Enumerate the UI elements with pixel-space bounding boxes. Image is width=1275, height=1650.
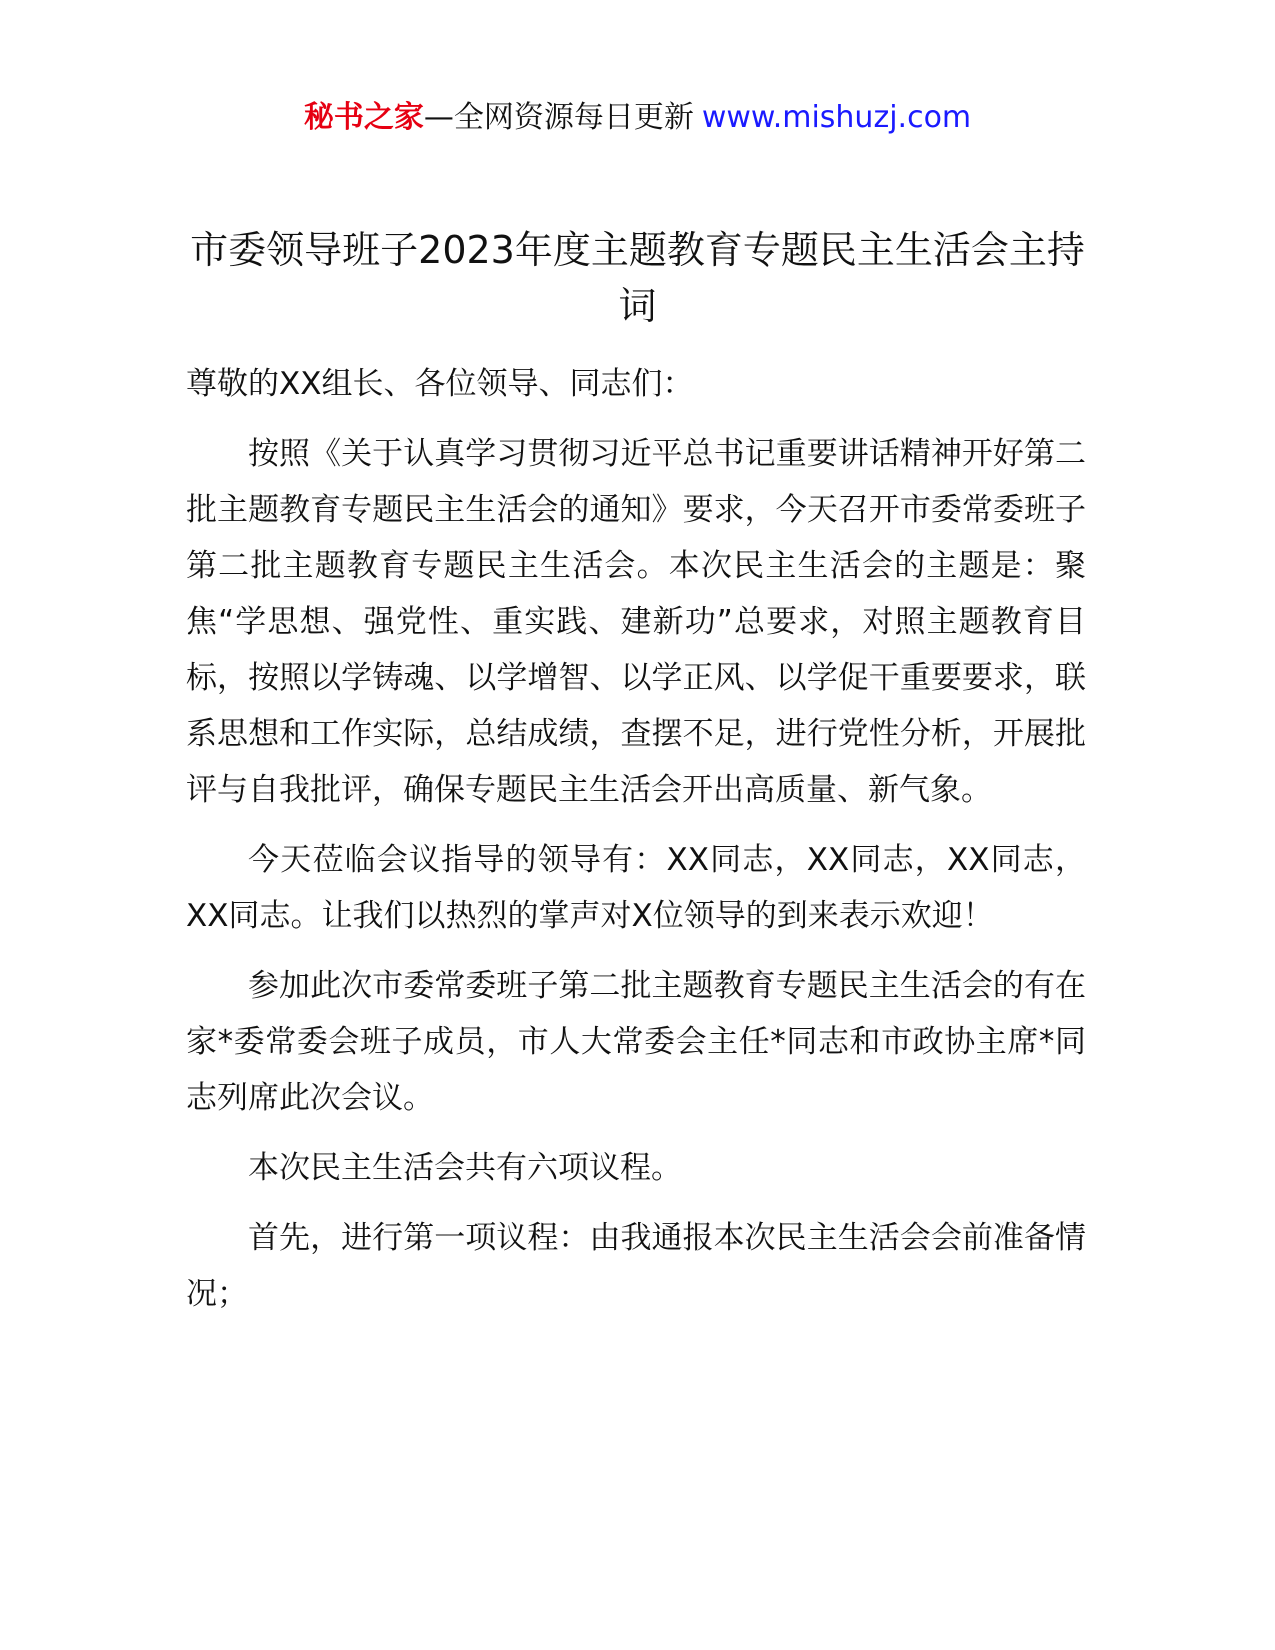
document-title: 市委领导班子2023年度主题教育专题民主生活会主持词 (190, 228, 1085, 328)
salutation: 尊敬的XX组长、各位领导、同志们： (186, 366, 694, 402)
paragraph-4: 本次民主生活会共有六项议程。 (248, 1150, 682, 1186)
header-tagline: —全网资源每日更新 (423, 100, 694, 135)
site-url-link[interactable]: www.mishuzj.com (701, 100, 972, 135)
paragraph-2: 今天莅临会议指导的领导有：XX同志，XX同志，XX同志，XX同志。让我们以热烈的掌声对X位领导的到来表示欢迎！ (186, 842, 1086, 934)
paragraph-3: 参加此次市委常委班子第二批主题教育专题民主生活会的有在家*委常委会班子成员，市人大常委会主任*同志和市政协主席*同志列席此次会议。 (186, 968, 1086, 1116)
brand-name: 秘书之家 (303, 100, 424, 135)
document-body (186, 356, 1086, 1336)
page-header (0, 98, 1275, 138)
paragraph-5: 首先，进行第一项议程：由我通报本次民主生活会会前准备情况； (186, 1220, 1086, 1312)
paragraph-1: 按照《关于认真学习贯彻习近平总书记重要讲话精神开好第二批主题教育专题民主生活会的通知》要求，今天召开市委常委班子第二批主题教育专题民主生活会。本次民主生活会的主题是：聚焦“学思想、强党性、重实践、建新功”总要求，对照主题教育目标，按照以学铸魂、以学增智、以学正风、以学促干重要要求，联系思想和工作实际，总结成绩，查摆不足，进行党性分析，开展批评与自我批评，确保专题民主生活会开出高质量、新气象。 (186, 436, 1086, 808)
